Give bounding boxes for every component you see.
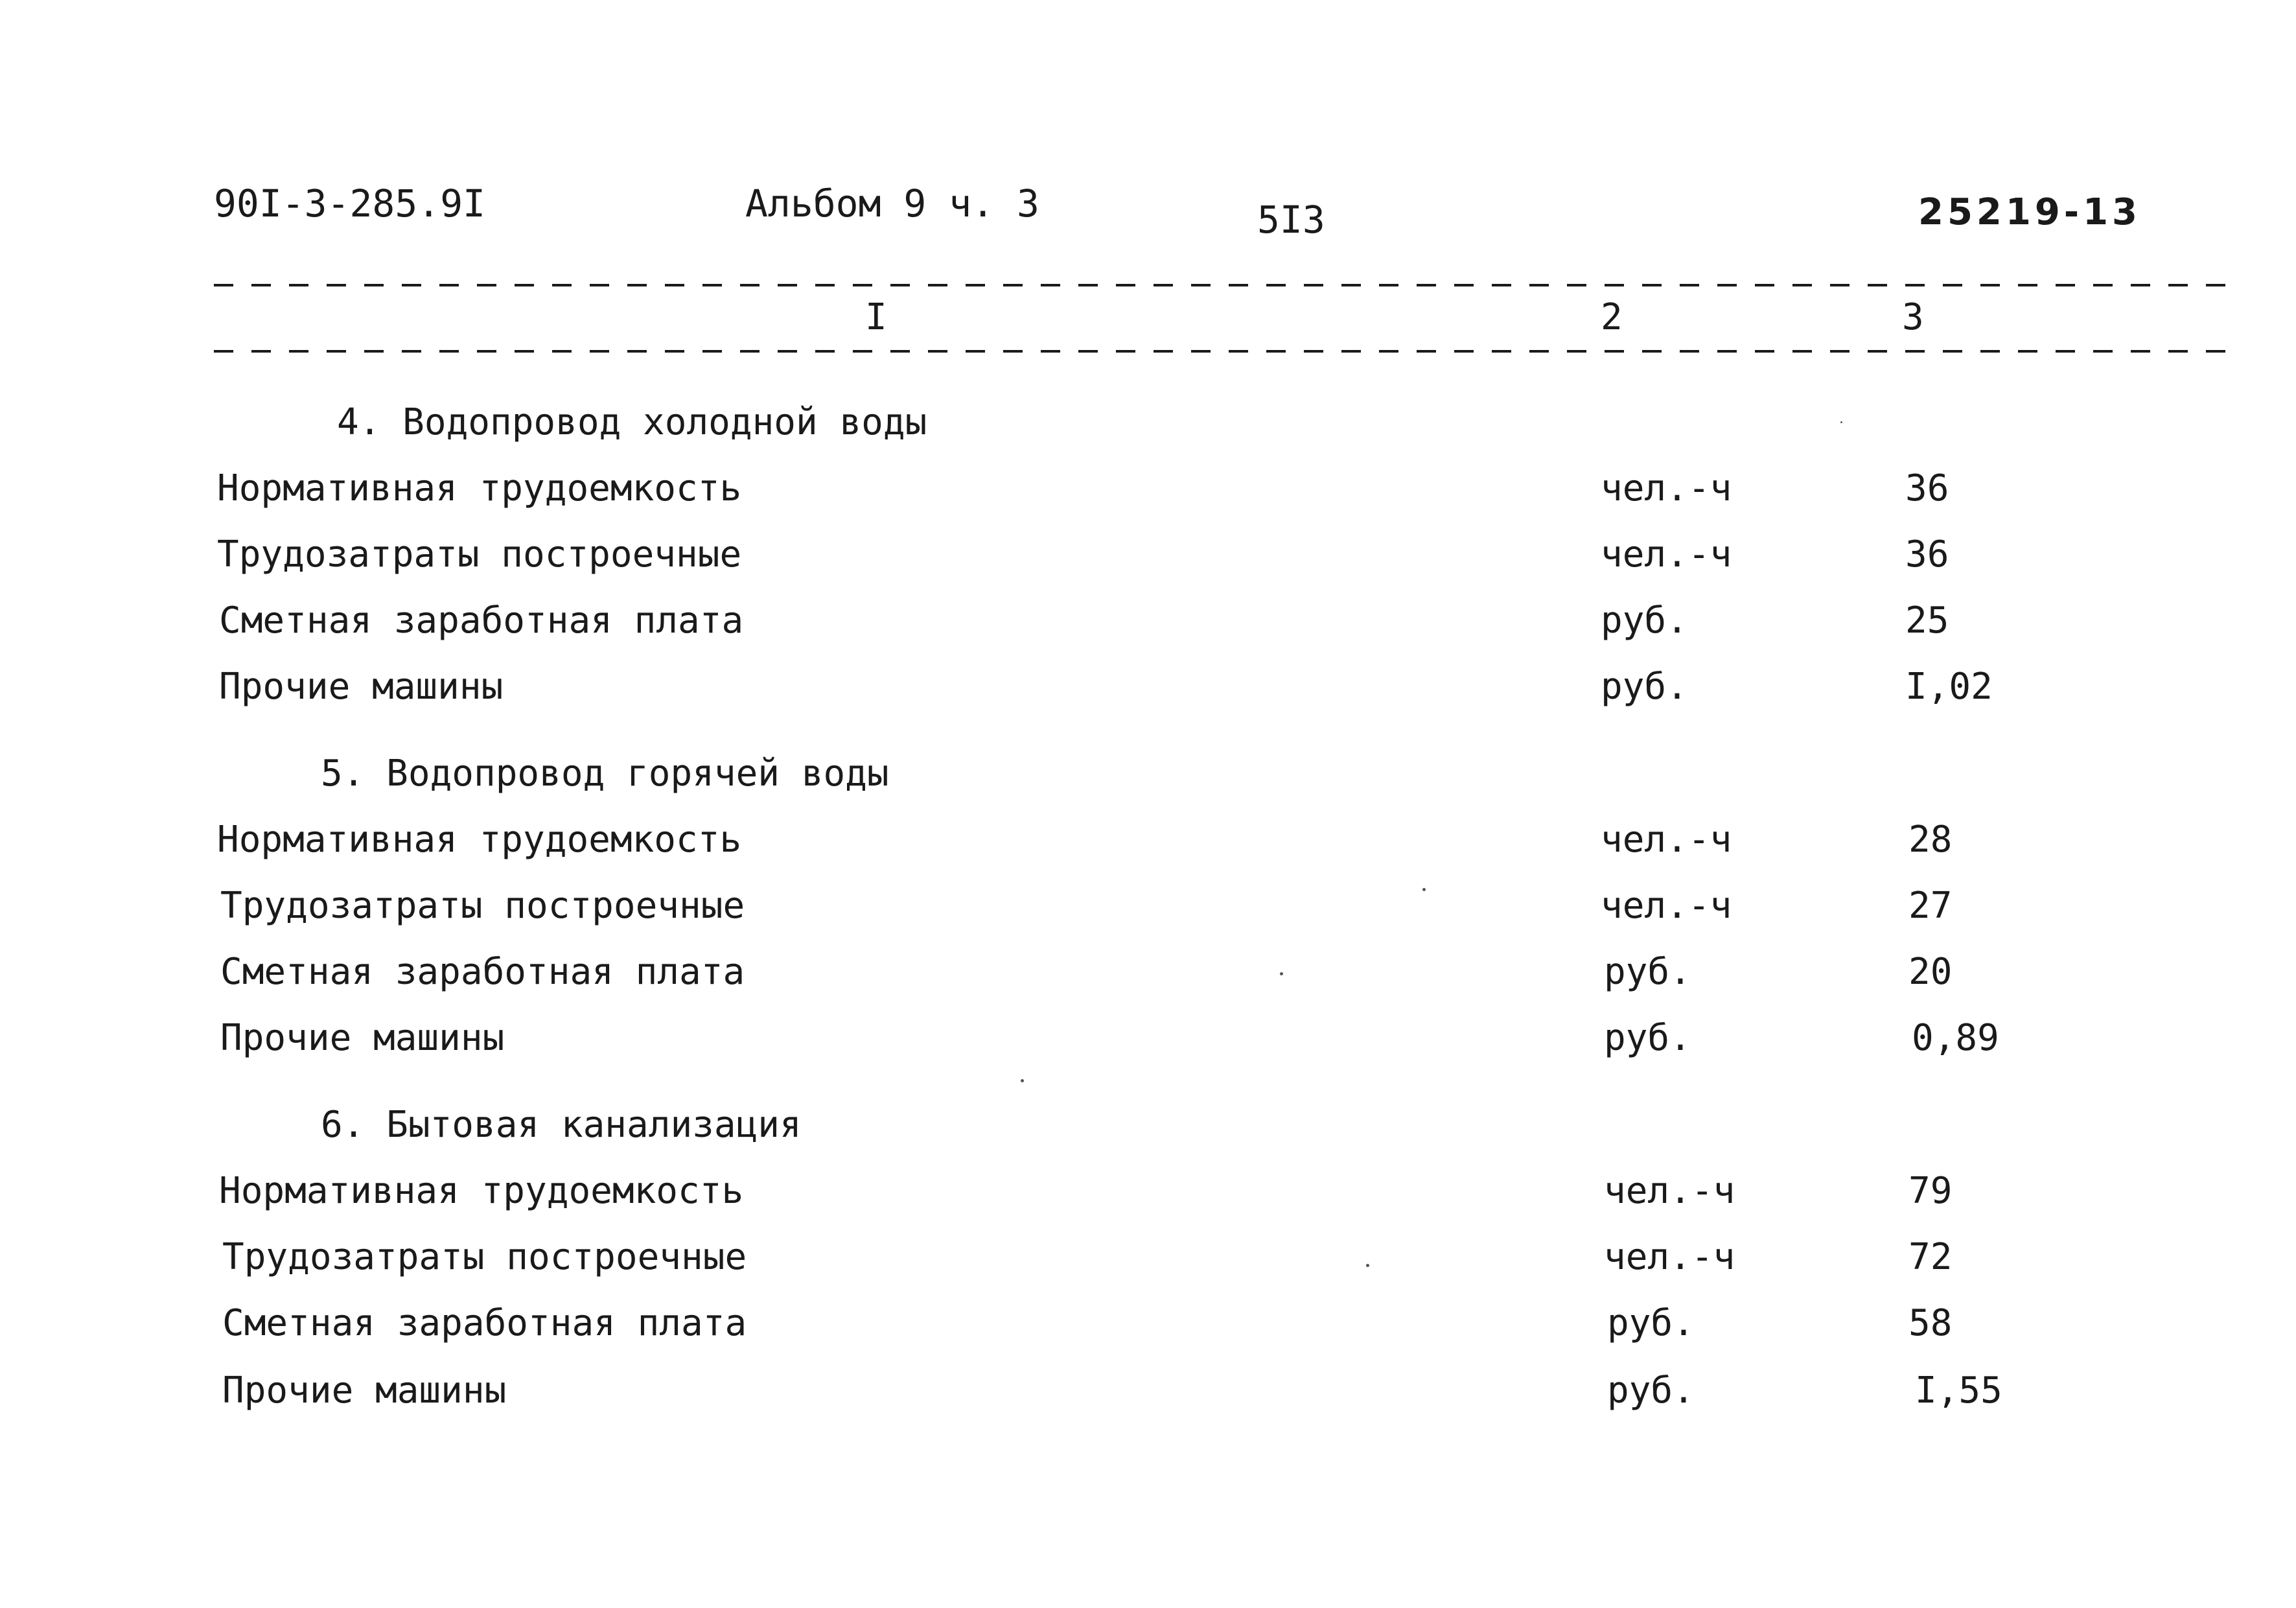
- row-name: Сметная заработная плата: [222, 1302, 747, 1344]
- row-name: Нормативная трудоемкость: [219, 1170, 744, 1212]
- row-name: Сметная заработная плата: [219, 600, 744, 642]
- row-name: Прочие машины: [219, 666, 504, 708]
- top-dashed-rule: [214, 284, 2242, 286]
- column-header-2: 2: [1601, 296, 1623, 338]
- row-unit: руб.: [1607, 1369, 1695, 1412]
- row-value: I,02: [1905, 666, 1993, 708]
- row-name: Нормативная трудоемкость: [217, 819, 742, 861]
- row-name: Трудозатраты построечные: [217, 533, 742, 576]
- row-value: 28: [1908, 819, 1953, 861]
- row-value: 79: [1908, 1170, 1953, 1212]
- scan-speck: [1366, 1264, 1369, 1267]
- row-unit: руб.: [1601, 600, 1688, 642]
- row-value: I,55: [1915, 1369, 2002, 1412]
- row-value: 20: [1908, 951, 1953, 993]
- row-value: 36: [1905, 533, 1949, 576]
- row-name: Нормативная трудоемкость: [217, 467, 742, 509]
- row-value: 72: [1908, 1236, 1953, 1278]
- row-unit: руб.: [1604, 1017, 1691, 1059]
- row-value: 36: [1905, 467, 1949, 509]
- row-unit: чел.-ч: [1604, 1236, 1735, 1278]
- row-unit: чел.-ч: [1601, 533, 1732, 576]
- column-header-1: I: [865, 296, 887, 338]
- bottom-dashed-rule: [214, 350, 2242, 353]
- row-value: 25: [1905, 600, 1949, 642]
- scan-speck: [1280, 972, 1283, 975]
- row-unit: руб.: [1601, 666, 1688, 708]
- section-title: 6. Бытовая канализация: [321, 1104, 802, 1146]
- row-unit: чел.-ч: [1601, 467, 1732, 509]
- row-unit: чел.-ч: [1601, 819, 1732, 861]
- album-label: Альбом 9 ч. 3: [745, 181, 1039, 226]
- document-code: 90I-3-285.9I: [214, 181, 486, 226]
- row-unit: руб.: [1607, 1302, 1695, 1344]
- row-value: 58: [1908, 1302, 1953, 1344]
- row-name: Трудозатраты построечные: [220, 885, 745, 927]
- row-name: Прочие машины: [222, 1369, 507, 1412]
- section-title: 5. Водопровод горячей воды: [321, 752, 889, 795]
- row-name: Трудозатраты построечные: [222, 1236, 747, 1278]
- row-name: Прочие машины: [220, 1017, 505, 1059]
- section-title: 4. Водопровод холодной воды: [337, 401, 927, 443]
- scan-speck: [1840, 421, 1842, 423]
- row-unit: чел.-ч: [1604, 1170, 1735, 1212]
- column-header-3: 3: [1902, 296, 1924, 338]
- inventory-stamp: 25219-13: [1918, 191, 2141, 233]
- scan-speck: [1422, 888, 1426, 891]
- row-name: Сметная заработная плата: [220, 951, 745, 993]
- row-value: 0,89: [1912, 1017, 1999, 1059]
- row-value: 27: [1908, 885, 1953, 927]
- scan-speck: [1021, 1079, 1024, 1082]
- page-number: 5I3: [1257, 198, 1325, 242]
- row-unit: руб.: [1604, 951, 1691, 993]
- row-unit: чел.-ч: [1601, 885, 1732, 927]
